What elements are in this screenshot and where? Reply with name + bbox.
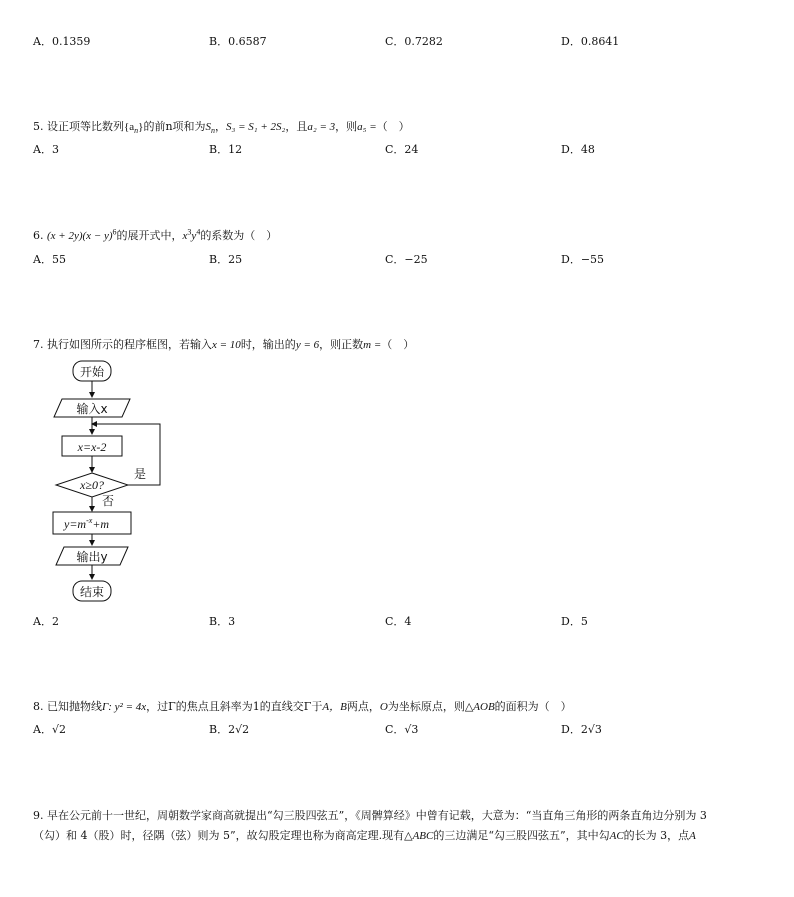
q9-line1: 9. 早在公元前十一世纪，周朝数学家商高就提出“勾三股四弦五”，《周髀算经》中曾有记载，大意为：“当直角三角形的两条直角边分别为 3 <box>33 809 707 822</box>
q5-a5: a₅ = <box>357 121 377 133</box>
q9-ac: AC <box>609 830 624 842</box>
q8-stem <box>33 698 572 714</box>
q8-options <box>33 721 773 737</box>
q6-suffix: 的系数为（ ） <box>200 229 278 242</box>
q8-origin: O <box>379 701 388 713</box>
q5-mid3: ，且 <box>285 120 308 133</box>
q5-a2: a₂ = 3 <box>307 121 336 133</box>
q6-term: $x^3y^4$ <box>182 227 201 242</box>
q7-option-d[interactable]: D．5 <box>561 615 588 628</box>
q5-options <box>33 141 773 157</box>
q9-line2: （勾）和 4（股）时，径隅（弦）则为 5”，故勾股定理也称为商高定理.现有△ABC的三边满足“勾三股四弦五”，其中勾AC的长为 3，点A <box>33 829 696 842</box>
q9-stem <box>33 806 773 846</box>
q6-option-c[interactable]: C．−25 <box>385 253 428 266</box>
flow-end-label: 结束 <box>79 585 105 599</box>
q8-mid1: ，过Γ的焦点且斜率为1的直线交Γ于 <box>146 700 323 713</box>
q5-option-b[interactable]: B．12 <box>209 143 243 156</box>
q6-option-d[interactable]: D．−55 <box>561 253 605 266</box>
q8-option-b[interactable]: B．2√2 <box>209 723 250 736</box>
q8-option-a[interactable]: A．√2 <box>33 723 66 736</box>
q5-option-a[interactable]: A．3 <box>33 143 59 156</box>
q8-points: A，B <box>322 701 347 713</box>
q9-point: A <box>689 830 696 842</box>
q7-suffix: （ ） <box>381 338 415 351</box>
flow-decision-label: x≥0? <box>80 478 104 492</box>
q5-equation: S₃ = S₁ + 2S₂ <box>226 121 286 133</box>
q8-triangle: △AOB <box>464 701 495 713</box>
q7-stem <box>33 336 414 352</box>
q7-option-a[interactable]: A．2 <box>33 615 59 628</box>
q5-option-c[interactable]: C．24 <box>385 143 419 156</box>
flow-no-label: 否 <box>102 494 115 508</box>
q4-option-d[interactable]: D．0.8641 <box>561 35 620 48</box>
flow-yes-label: 是 <box>134 467 147 481</box>
q5-mid2: ， <box>215 120 227 133</box>
q6-option-b[interactable]: B．25 <box>209 253 243 266</box>
flow-step-label: x=x-2 <box>77 440 107 454</box>
q5-prefix: 5. 设正项等比数列 <box>33 120 124 133</box>
q6-option-a[interactable]: A．55 <box>33 253 66 266</box>
q5-sn: $S_n$ <box>205 121 216 136</box>
q5-seq: $\{a_n\}$ <box>124 121 144 136</box>
q9-triangle: △ABC <box>404 830 434 842</box>
q8-mid2: 两点， <box>346 700 380 713</box>
q8-option-c[interactable]: C．√3 <box>385 723 419 736</box>
q6-stem <box>33 227 277 243</box>
q6-prefix: 6. <box>33 229 44 242</box>
q5-suffix: （ ） <box>376 120 410 133</box>
q7-mid2: ，则正数 <box>319 338 364 351</box>
q8-mid3: 为坐标原点，则 <box>387 700 465 713</box>
q5-mid1: 的前n项和为 <box>143 120 206 133</box>
q8-suffix: 的面积为（ ） <box>494 700 572 713</box>
q7-flowchart <box>40 355 180 610</box>
q6-expression: $(x + 2y)(x - y)^6$ <box>47 227 117 242</box>
q5-stem <box>33 118 410 135</box>
q6-mid: 的展开式中， <box>116 229 183 242</box>
flow-input-label: 输入x <box>76 402 108 416</box>
q8-option-d[interactable]: D．2√3 <box>561 723 602 736</box>
flow-start-label: 开始 <box>79 365 105 379</box>
q5-mid4: ，则 <box>335 120 358 133</box>
q4-option-c[interactable]: C．0.7282 <box>385 35 443 48</box>
q7-x-input: x = 10 <box>212 339 241 351</box>
q7-mid1: 时，输出的 <box>240 338 296 351</box>
q7-m-eq: m = <box>363 339 382 351</box>
q7-options <box>33 613 773 629</box>
q4-options <box>33 33 773 49</box>
q7-y-output: y = 6 <box>295 339 320 351</box>
q6-options <box>33 251 773 267</box>
q8-curve: Γ: y² = 4x <box>102 701 147 713</box>
q7-option-b[interactable]: B．3 <box>209 615 236 628</box>
q8-prefix: 8. 已知抛物线 <box>33 700 102 713</box>
q7-prefix: 7. 执行如图所示的程序框图，若输入 <box>33 338 212 351</box>
flow-calc-label: $y=m^{-x}+m$ <box>64 516 110 531</box>
q5-option-d[interactable]: D．48 <box>561 143 595 156</box>
flow-output-label: 输出y <box>76 550 108 564</box>
q7-option-c[interactable]: C．4 <box>385 615 412 628</box>
q4-option-a[interactable]: A．0.1359 <box>33 35 91 48</box>
q4-option-b[interactable]: B．0.6587 <box>209 35 267 48</box>
